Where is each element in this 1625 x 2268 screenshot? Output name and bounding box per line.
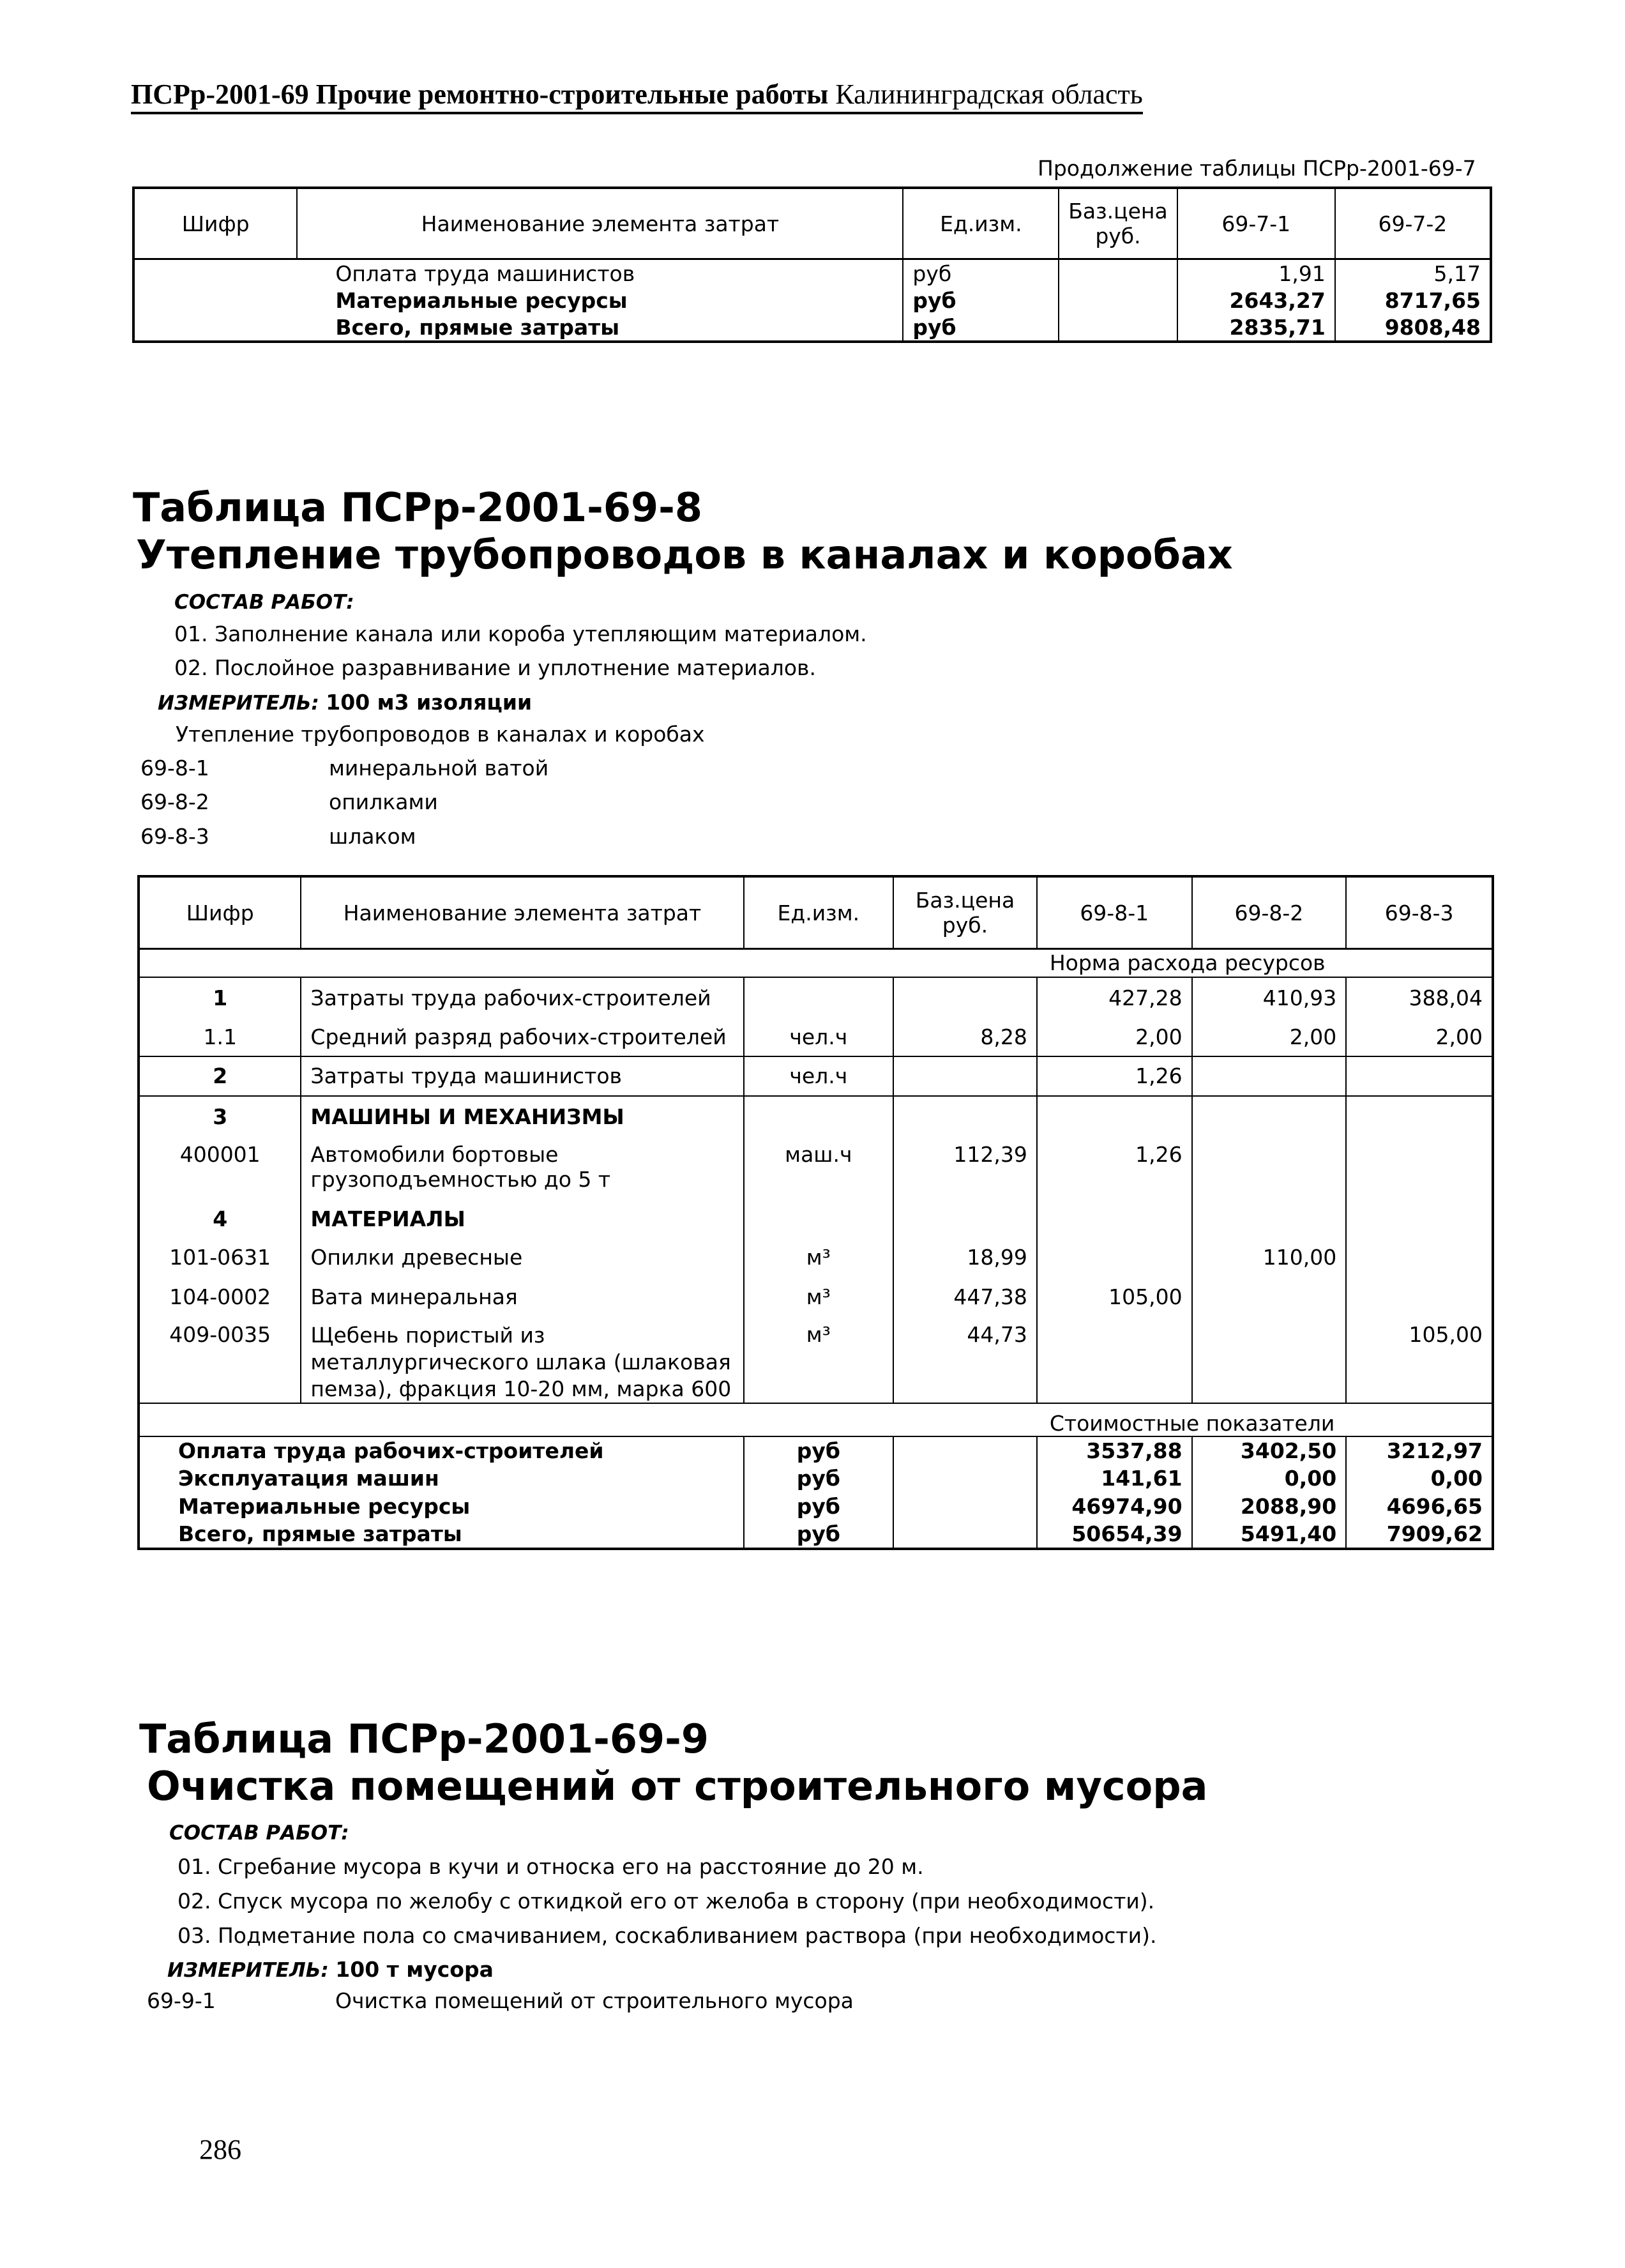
cell-price: 112,39 bbox=[893, 1137, 1037, 1201]
cell-unit: чел.ч bbox=[744, 1056, 894, 1096]
totals-row bbox=[139, 1521, 1493, 1549]
table-69-7-continuation bbox=[132, 186, 1492, 343]
cell-code: 400001 bbox=[179, 1141, 261, 1167]
cell-code: 1 bbox=[213, 985, 228, 1010]
cell-price: 8,28 bbox=[893, 1018, 1037, 1056]
cell-value bbox=[1192, 1277, 1347, 1317]
table-row bbox=[139, 1238, 1493, 1277]
cell-code: 3 bbox=[213, 1104, 228, 1129]
header-code: ПСРр-2001-69 bbox=[131, 79, 309, 110]
cell-unit bbox=[744, 1201, 894, 1238]
table-row bbox=[133, 314, 1491, 342]
work-step: 01. Заполнение канала или короба утепляющим материалом. bbox=[174, 621, 867, 646]
table-continuation-note: Продолжение таблицы ПСРр-2001-69-7 bbox=[1038, 156, 1476, 181]
item-name: опилками bbox=[329, 789, 438, 814]
table-header-row bbox=[133, 188, 1491, 259]
meter-line bbox=[167, 1957, 494, 1982]
cell-code: 4 bbox=[213, 1206, 228, 1231]
col-header: Шифр bbox=[139, 876, 301, 949]
cell-name: Материальные ресурсы bbox=[335, 287, 628, 313]
cell-price bbox=[893, 977, 1037, 1018]
cell-code: 2 bbox=[139, 1056, 301, 1096]
cell-value bbox=[1037, 1201, 1192, 1238]
cell-name: Вата минеральная bbox=[301, 1277, 743, 1317]
table-row bbox=[133, 287, 1491, 314]
work-step: 02. Спуск мусора по желобу с откидкой его от желоба в сторону (при необходимости). bbox=[178, 1889, 1155, 1914]
table-8-title: Таблица ПСРр-2001-69-8 bbox=[133, 484, 703, 531]
item-code: 69-8-1 bbox=[140, 756, 209, 780]
item-code: 69-8-2 bbox=[140, 789, 209, 814]
cell-unit bbox=[744, 1096, 894, 1137]
cell-unit: м³ bbox=[744, 1317, 894, 1403]
cell-value: 1,26 bbox=[1037, 1137, 1192, 1201]
table-row bbox=[139, 1137, 1493, 1201]
work-composition-label: СОСТАВ РАБОТ: bbox=[169, 1822, 349, 1845]
total-name: Оплата труда рабочих-строителей bbox=[178, 1438, 604, 1463]
cell-price bbox=[1059, 287, 1177, 314]
cell-price: 447,38 bbox=[893, 1277, 1037, 1317]
meter-value: 100 т мусора bbox=[335, 1957, 494, 1982]
cell-name: Всего, прямые затраты bbox=[335, 314, 620, 340]
table-row bbox=[139, 1317, 1493, 1403]
table-row bbox=[133, 259, 1491, 287]
table-69-8 bbox=[137, 875, 1494, 1550]
cell-value bbox=[1346, 1201, 1493, 1238]
page-header bbox=[131, 78, 1143, 114]
table-row bbox=[139, 977, 1493, 1018]
cell-price: 44,73 bbox=[893, 1317, 1037, 1403]
cell-name: Опилки древесные bbox=[301, 1238, 743, 1277]
cell-value bbox=[1037, 1096, 1192, 1137]
cell-value bbox=[1192, 1096, 1347, 1137]
cell-name: Затраты труда рабочих-строителей bbox=[301, 977, 743, 1018]
cell-code bbox=[133, 259, 297, 287]
table-9-title: Таблица ПСРр-2001-69-9 bbox=[139, 1716, 709, 1762]
table-9-subtitle: Очистка помещений от строительного мусора bbox=[147, 1763, 1208, 1809]
cell-value: 2,00 bbox=[1192, 1018, 1347, 1056]
col-header: 69-8-2 bbox=[1192, 876, 1347, 949]
total-unit: руб bbox=[744, 1493, 894, 1521]
cell-unit bbox=[744, 977, 894, 1018]
total-value: 141,61 bbox=[1037, 1465, 1192, 1493]
cell-price bbox=[893, 1056, 1037, 1096]
cell-value: 410,93 bbox=[1192, 977, 1347, 1018]
cell-value bbox=[1037, 1317, 1192, 1403]
total-value: 4696,65 bbox=[1346, 1493, 1493, 1521]
page-number: 286 bbox=[199, 2134, 241, 2165]
cost-label-row bbox=[139, 1403, 1493, 1436]
cell-unit: маш.ч bbox=[744, 1137, 894, 1201]
cell-code bbox=[133, 314, 297, 342]
total-value: 5491,40 bbox=[1192, 1521, 1347, 1549]
total-value: 0,00 bbox=[1346, 1465, 1493, 1493]
cell-price bbox=[893, 1096, 1037, 1137]
meter-label: ИЗМЕРИТЕЛЬ: bbox=[158, 692, 319, 715]
total-value: 46974,90 bbox=[1037, 1493, 1192, 1521]
table-row bbox=[139, 1096, 1493, 1137]
item-name: минеральной ватой bbox=[329, 756, 549, 780]
work-step: 03. Подметание пола со смачиванием, соскабливанием раствора (при необходимости). bbox=[178, 1923, 1157, 1948]
cell-value: 5,17 bbox=[1335, 259, 1491, 287]
cell-value: 105,00 bbox=[1037, 1277, 1192, 1317]
cell-name: Автомобили бортовые грузоподъемностью до 5 т bbox=[301, 1137, 743, 1201]
cell-value bbox=[1192, 1056, 1347, 1096]
cell-unit: руб bbox=[903, 287, 1059, 314]
cell-value: 9808,48 bbox=[1335, 314, 1491, 342]
cell-unit: чел.ч bbox=[744, 1018, 894, 1056]
meter-label: ИЗМЕРИТЕЛЬ: bbox=[167, 1959, 329, 1982]
col-header: Ед.изм. bbox=[744, 876, 894, 949]
col-header: 69-8-1 bbox=[1037, 876, 1192, 949]
total-value: 2088,90 bbox=[1192, 1493, 1347, 1521]
totals-row bbox=[139, 1465, 1493, 1493]
total-name: Эксплуатация машин bbox=[178, 1466, 439, 1491]
item-name: шлаком bbox=[329, 824, 416, 849]
meter-line bbox=[158, 690, 532, 715]
cell-value: 2,00 bbox=[1037, 1018, 1192, 1056]
cell-value bbox=[1346, 1056, 1493, 1096]
cell-value: 110,00 bbox=[1192, 1238, 1347, 1277]
total-value: 3537,88 bbox=[1037, 1436, 1192, 1465]
cell-value bbox=[1346, 1137, 1493, 1201]
cell-price bbox=[1059, 259, 1177, 287]
col-header: Шифр bbox=[133, 188, 297, 259]
total-name: Всего, прямые затраты bbox=[178, 1521, 462, 1546]
cell-code: 1.1 bbox=[139, 1018, 301, 1056]
col-header: 69-7-2 bbox=[1335, 188, 1491, 259]
cell-unit: м³ bbox=[744, 1277, 894, 1317]
work-composition-label: СОСТАВ РАБОТ: bbox=[174, 591, 354, 614]
total-value: 7909,62 bbox=[1346, 1521, 1493, 1549]
total-value: 3402,50 bbox=[1192, 1436, 1347, 1465]
cell-value bbox=[1346, 1277, 1493, 1317]
cell-value: 105,00 bbox=[1346, 1317, 1493, 1403]
item-code: 69-9-1 bbox=[147, 1988, 216, 2013]
cell-value bbox=[1346, 1238, 1493, 1277]
col-header: Баз.цена руб. bbox=[1059, 188, 1177, 259]
table-8-subtitle: Утепление трубопроводов в каналах и коробах bbox=[136, 531, 1233, 578]
cell-value bbox=[1192, 1317, 1347, 1403]
cell-value bbox=[1192, 1201, 1347, 1238]
cell-unit: м³ bbox=[744, 1238, 894, 1277]
total-unit: руб bbox=[744, 1436, 894, 1465]
table-row bbox=[139, 1018, 1493, 1056]
norm-label: Норма расхода ресурсов bbox=[1037, 949, 1493, 977]
cell-value bbox=[1192, 1137, 1347, 1201]
table-row bbox=[139, 1277, 1493, 1317]
header-region: Калининградская область bbox=[835, 79, 1143, 110]
cell-value: 2835,71 bbox=[1177, 314, 1335, 342]
cell-value: 2,00 bbox=[1346, 1018, 1493, 1056]
col-header: Наименование элемента затрат bbox=[301, 876, 743, 949]
cell-name: Щебень пористый из металлургического шлака (шлаковая пемза), фракция 10-20 мм, марка 600 bbox=[301, 1317, 743, 1403]
item-code: 69-8-3 bbox=[140, 824, 209, 849]
cell-code: 409-0035 bbox=[139, 1317, 301, 1403]
totals-row bbox=[139, 1493, 1493, 1521]
work-step: 02. Послойное разравнивание и уплотнение материалов. bbox=[174, 655, 816, 680]
cell-value: 1,26 bbox=[1037, 1056, 1192, 1096]
cell-code: 101-0631 bbox=[169, 1245, 271, 1270]
total-value: 0,00 bbox=[1192, 1465, 1347, 1493]
group-title: Утепление трубопроводов в каналах и коробах bbox=[176, 722, 705, 747]
table-header-row bbox=[139, 876, 1493, 949]
cell-value: 427,28 bbox=[1037, 977, 1192, 1018]
cell-name: МАШИНЫ И МЕХАНИЗМЫ bbox=[301, 1096, 743, 1137]
total-value: 50654,39 bbox=[1037, 1521, 1192, 1549]
totals-row bbox=[139, 1436, 1493, 1465]
cell-price bbox=[1059, 314, 1177, 342]
cell-value bbox=[1037, 1238, 1192, 1277]
total-unit: руб bbox=[744, 1521, 894, 1549]
cell-value: 2643,27 bbox=[1177, 287, 1335, 314]
col-header: Ед.изм. bbox=[903, 188, 1059, 259]
header-title: Прочие ремонтно-строительные работы bbox=[315, 79, 829, 110]
cell-unit: руб bbox=[903, 314, 1059, 342]
cell-value bbox=[1346, 1096, 1493, 1137]
table-row bbox=[139, 1201, 1493, 1238]
cell-value: 388,04 bbox=[1346, 977, 1493, 1018]
col-header: Наименование элемента затрат bbox=[297, 188, 903, 259]
total-value: 3212,97 bbox=[1346, 1436, 1493, 1465]
cell-name: Оплата труда машинистов bbox=[335, 261, 635, 286]
total-unit: руб bbox=[744, 1465, 894, 1493]
table-row bbox=[139, 1056, 1493, 1096]
cell-value: 1,91 bbox=[1177, 259, 1335, 287]
work-step: 01. Сгребание мусора в кучи и относка его на расстояние до 20 м. bbox=[178, 1854, 924, 1879]
cost-label: Стоимостные показатели bbox=[1037, 1403, 1493, 1436]
cell-name: Средний разряд рабочих-строителей bbox=[301, 1018, 743, 1056]
total-name: Материальные ресурсы bbox=[178, 1494, 471, 1519]
col-header: Баз.цена руб. bbox=[893, 876, 1037, 949]
cell-name: МАТЕРИАЛЫ bbox=[301, 1201, 743, 1238]
meter-value: 100 м3 изоляции bbox=[326, 690, 533, 715]
cell-unit: руб bbox=[903, 259, 1059, 287]
cell-price bbox=[893, 1201, 1037, 1238]
cell-value: 8717,65 bbox=[1335, 287, 1491, 314]
col-header: 69-8-3 bbox=[1346, 876, 1493, 949]
norm-label-row bbox=[139, 949, 1493, 977]
cell-price: 18,99 bbox=[893, 1238, 1037, 1277]
item-name: Очистка помещений от строительного мусора bbox=[335, 1988, 854, 2013]
cell-code: 104-0002 bbox=[169, 1284, 271, 1309]
cell-name: Затраты труда машинистов bbox=[301, 1056, 743, 1096]
col-header: 69-7-1 bbox=[1177, 188, 1335, 259]
cell-code bbox=[133, 287, 297, 314]
